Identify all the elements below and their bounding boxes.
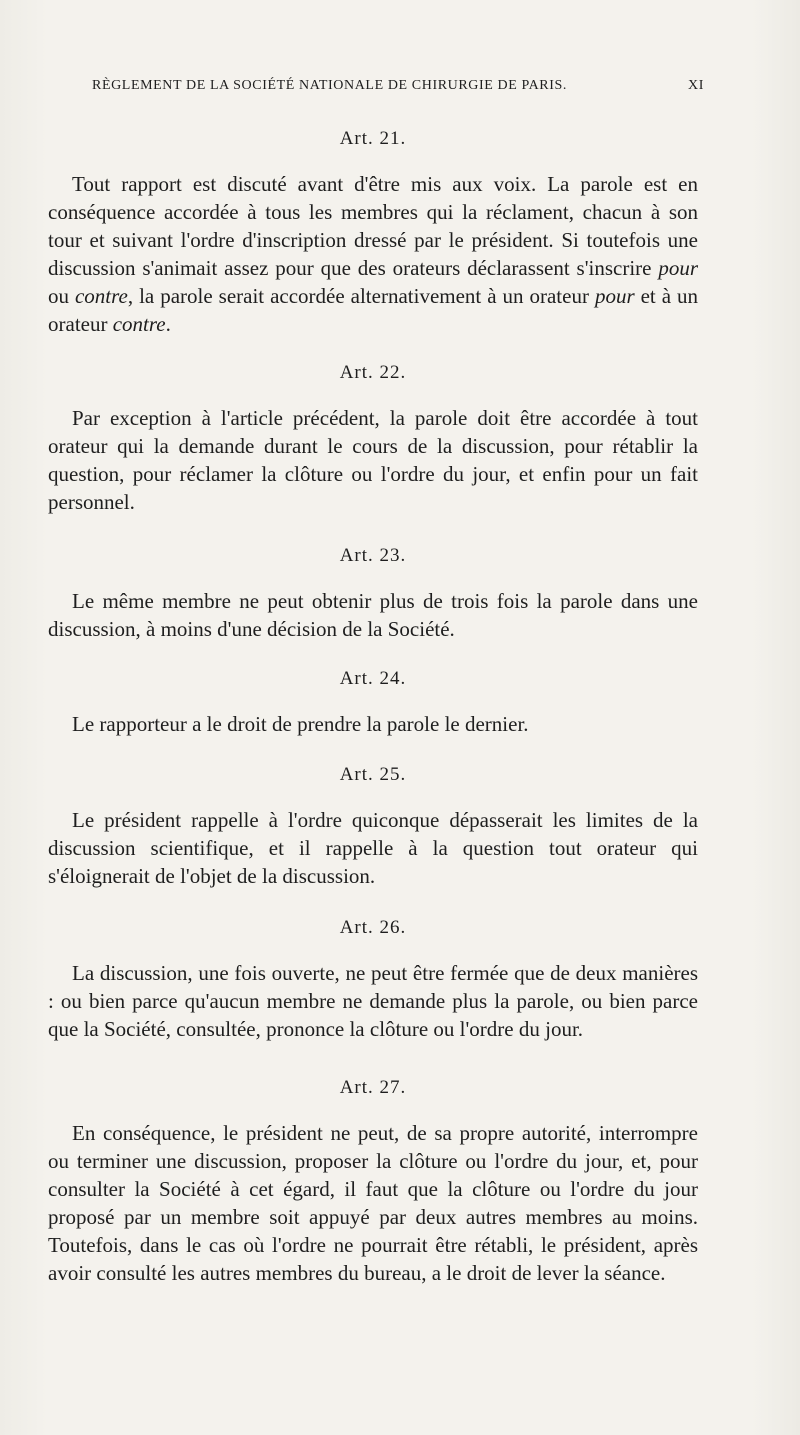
- article-23: [48, 545, 698, 643]
- article-title: Art. 24.: [339, 668, 407, 689]
- article-22: [48, 362, 698, 516]
- article-text: Le même membre ne peut obtenir plus de trois fois la parole dans une discussion, à moins d'une décision de la Société.: [48, 589, 698, 641]
- article-27: [48, 1077, 698, 1287]
- article-26: [48, 917, 698, 1043]
- article-text: Le rapporteur a le droit de prendre la parole le dernier.: [72, 712, 529, 736]
- article-text: Par exception à l'article précédent, la parole doit être accordée à tout orateur qui la demande durant le cours de la discussion, pour rétablir la question, pour réclamer la clôture ou l'ordre du jour, et enfin pour un fait personnel.: [48, 406, 698, 514]
- article-text: Le président rappelle à l'ordre quiconque dépasserait les limites de la discussion scientifique, et il rappelle à la question tout orateur qui s'éloignerait de l'objet de la discussion.: [48, 808, 698, 888]
- article-title: Art. 21.: [339, 128, 407, 149]
- running-title: RÈGLEMENT DE LA SOCIÉTÉ NATIONALE DE CHIRURGIE DE PARIS.: [92, 78, 567, 93]
- article-text: La discussion, une fois ouverte, ne peut être fermée que de deux manières : ou bien parce qu'aucun membre ne demande plus la parole, ou bien parce que la Société, consultée, prononce la clôture ou l'ordre du jour.: [48, 961, 698, 1041]
- article-text: En conséquence, le président ne peut, de sa propre autorité, interrompre ou terminer une discussion, proposer la clôture ou l'ordre du jour, et, pour consulter la Société à cet égard, il faut que la clôture ou l'ordre du jour proposé par un membre soit appuyé par deux autres membres au moins. Toutefois, dans le cas où l'ordre ne pourrait être rétabli, le président, après avoir consulté les autres membres du bureau, a le droit de lever la séance.: [48, 1121, 698, 1285]
- article-25: [48, 764, 698, 890]
- article-title: Art. 27.: [339, 1077, 407, 1098]
- article-24: [48, 668, 698, 738]
- article-title: Art. 25.: [339, 764, 407, 785]
- article-21: [48, 128, 698, 338]
- article-title: Art. 22.: [339, 362, 407, 383]
- article-title: Art. 23.: [339, 545, 407, 566]
- article-title: Art. 26.: [339, 917, 407, 938]
- running-header: [92, 78, 704, 94]
- article-text: Tout rapport est discuté avant d'être mis aux voix. La parole est en conséquence accordée à tous les membres qui la réclament, chacun à son tour et suivant l'ordre d'inscription dressé par le président. Si toutefois une discussion s'animait assez pour que des orateurs déclarassent s'inscrire pour ou contre, la parole serait accordée alternativement à un orateur pour et à un orateur contre.: [48, 172, 699, 336]
- page-number: XI: [688, 78, 704, 93]
